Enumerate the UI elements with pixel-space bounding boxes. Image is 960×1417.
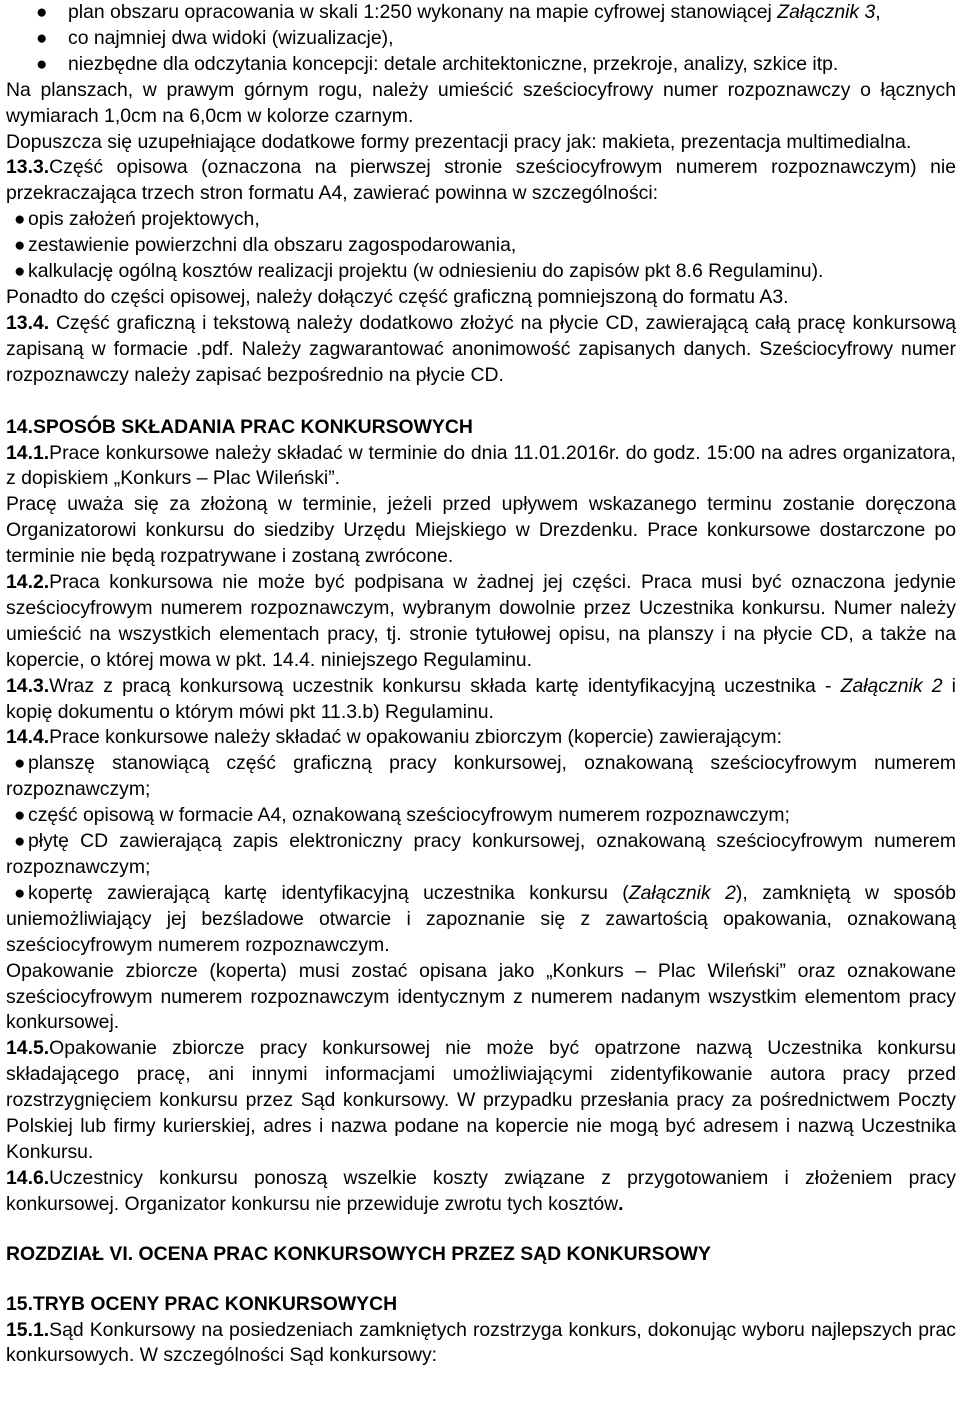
section-number: 14.4. [6,726,50,749]
paragraph-dopuszcza: Dopuszcza się uzupełniające dodatkowe formy prezentacji pracy jak: makieta, prezentacja multimedialna. [6,130,912,153]
bullet-item: ● niezbędne dla odczytania koncepcji: detale architektoniczne, przekroje, analizy, szkice itp. [6,52,956,78]
heading-15: 15.TRYB OCENY PRAC KONKURSOWYCH [6,1292,398,1315]
bullet-icon: ● [14,209,26,231]
bullet-item: ● kalkulację ogólną kosztów realizacji projektu (w odniesieniu do zapisów pkt 8.6 Regulaminu). [6,259,956,285]
bullet-icon: ● [14,235,26,257]
section-number: 14.3. [6,674,50,697]
spacer [6,1218,956,1242]
bullet-icon: ● [14,805,26,827]
section-14-1: 14.1.Prace konkursowe należy składać w terminie do dnia 11.01.2016r. do godz. 15:00 na adres organizatora, z dopiskiem „Konkurs – Plac Wileński”. [6,441,956,490]
section-14-2: 14.2.Praca konkursowa nie może być podpisana w żadnej jej części. Praca musi być oznaczona jedynie sześciocyfrowym numerem rozpoznawczym, wybranym dowolnie przez Uczestnika konkursu. Numer należy umieścić na wszystkich elementach pracy, tj. stronie tytułowej opisu, na planszy i na płycie CD, a także na kopercie, o której mowa w pkt. 14.4. niniejszego Regulaminu. [6,571,956,671]
section-number: 14.2. [6,571,50,594]
bullet-icon: ● [36,53,48,75]
bullet-item: ● opis założeń projektowych, [6,207,956,233]
bullet-item: ● kopertę zawierającą kartę identyfikacyjną uczestnika konkursu (Załącznik 2), zamkniętą w sposób uniemożliwiający jej bezśladowe otwarcie i zapoznanie się z zawartością opakowania, oznakowaną sześciocyfrowym numerem rozpoznawczym. [6,881,957,956]
bullet-icon: ● [14,753,26,775]
section-number: 13.4. [6,311,50,334]
bullet-item: ● zestawienie powierzchni dla obszaru zagospodarowania, [6,233,956,259]
bullet-item: ● część opisową w formacie A4, oznakowaną sześciocyfrowym numerem rozpoznawczym; [6,803,956,829]
bullet-item: ● plan obszaru opracowania w skali 1:250 wykonany na mapie cyfrowej stanowiącej Załącznik 3, [6,0,956,26]
section-13-3: 13.3.Część opisowa (oznaczona na pierwszej stronie sześciocyfrowym numerem rozpoznawczym) nie przekraczająca trzech stron formatu A4, zawierać powinna w szczególności: [6,156,956,205]
bullet-icon: ● [14,261,26,283]
paragraph-opakowanie: Opakowanie zbiorcze (koperta) musi zostać opisana jako „Konkurs – Plac Wileński” oraz oznakowane sześciocyfrowym numerem rozpoznawczym identycznym z numerem nadanym wszystkim elementom pracy konkursowej. [6,959,956,1034]
section-14-5: 14.5.Opakowanie zbiorcze pracy konkursowej nie może być opatrzone nazwą Uczestnika konkursu składającego pracę, ani innymi informacjami umożliwiającymi zidentyfikowanie autora pracy przed rozstrzygnięciem konkursu przez Sąd konkursowy. W przypadku przesłania pracy za pośrednictwem Poczty Polskiej lub firmy kurierskiej, adres i nazwa podane na kopercie nie mogą być adresem i nazwą Uczestnika Konkursu. [6,1037,956,1163]
spacer [6,389,956,415]
bullet-item: ● planszę stanowiącą część graficzną pracy konkursowej, oznakowaną sześciocyfrowym numerem rozpoznawczym; [6,752,956,801]
bullet-item: ● płytę CD zawierającą zapis elektroniczny pracy konkursowej, oznakowaną sześciocyfrowym numerem rozpoznawczym; [6,830,956,878]
paragraph-plansze: Na planszach, w prawym górnym rogu, należy umieścić sześciocyfrowy numer rozpoznawczy o łącznych wymiarach 1,0cm na 6,0cm w kolorze czarnym. [6,78,956,127]
section-14-3: 14.3.Wraz z pracą konkursową uczestnik konkursu składa kartę identyfikacyjną uczestnika - Załącznik 2 i kopię dokumentu o którym mówi pkt 11.3.b) Regulaminu. [6,674,956,723]
section-number: 14.6. [6,1166,50,1189]
bullet-icon: ● [36,27,48,49]
paragraph-prace-termin: Pracę uważa się za złożoną w terminie, jeżeli przed upływem wskazanego terminu zostanie doręczona Organizatorowi konkursu do siedziby Urzędu Miejskiego w Drezdenku. Prace konkursowe dostarczone po terminie nie będą rozpatrywane i zostaną zwrócone. [6,493,956,568]
heading-14: 14.SPOSÓB SKŁADANIA PRAC KONKURSOWYCH [6,415,473,438]
section-number: 13.3. [6,156,50,179]
bullet-icon: ● [14,882,26,904]
bullet-icon: ● [14,831,26,853]
chapter-heading: ROZDZIAŁ VI. OCENA PRAC KONKURSOWYCH PRZEZ SĄD KONKURSOWY [6,1242,711,1265]
section-14-4: 14.4.Prace konkursowe należy składać w opakowaniu zbiorczym (kopercie) zawierającym: [6,726,782,749]
section-number: 14.5. [6,1037,50,1060]
section-number: 15.1. [6,1318,50,1341]
section-15-1: 15.1.Sąd Konkursowy na posiedzeniach zamkniętych rozstrzyga konkurs, dokonując wyboru najlepszych prac konkursowych. W szczególności Sąd konkursowy: [6,1318,956,1367]
section-13-4: 13.4. Część graficzną i tekstową należy dodatkowo złożyć na płycie CD, zawierającą całą pracę konkursową zapisaną w formacie .pdf. Należy zagwarantować anonimowość zapisanych danych. Sześciocyfrowy numer rozpoznawczy należy zapisać bezpośrednio na płycie CD. [6,311,956,386]
bullet-item: ● co najmniej dwa widoki (wizualizacje), [6,26,956,52]
paragraph-ponadto: Ponadto do części opisowej, należy dołączyć część graficzną pomniejszoną do formatu A3. [6,285,789,308]
section-number: 14.1. [6,441,50,464]
section-14-6: 14.6.Uczestnicy konkursu ponoszą wszelkie koszty związane z przygotowaniem i złożeniem pracy konkursowej. Organizator konkursu nie przewiduje zwrotu tych kosztów. [6,1166,956,1215]
spacer [6,1268,956,1292]
bullet-icon: ● [36,2,48,23]
